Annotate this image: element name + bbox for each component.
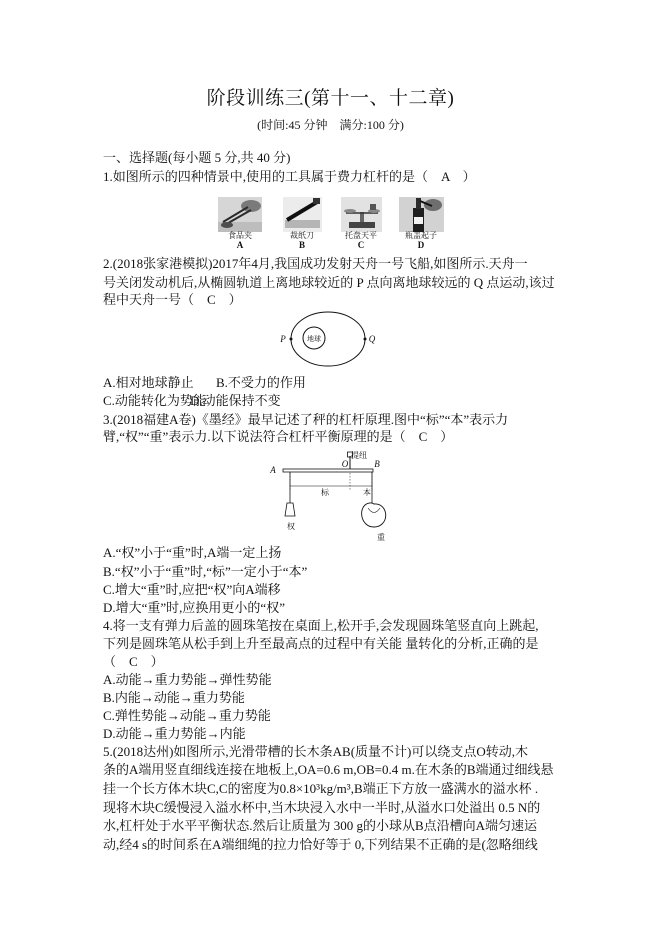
q4-stem-line: 下列是圆珠笔从松手到上升至最高点的过程中有关能 量转化的分析,正确的是: [103, 636, 539, 651]
q5-stem-line: 动,经4 s的时间系在A端细绳的拉力恰好等于 0,下列结果不正确的是(忽略细线: [103, 837, 538, 852]
q2-orbit-figure: [275, 305, 380, 375]
q5-stem-line: 5.(2018达州)如图所示,光滑带槽的长木条AB(质量不计)可以绕支点O转动,木: [103, 744, 529, 759]
section-heading: 一、选择题(每小题 5 分,共 40 分): [103, 150, 291, 165]
q5-stem-line: 水,杠杆处于水平平衡状态.然后让质量为 300 g的小球从B点沿槽向A端匀速运: [103, 818, 538, 833]
orbit-ellipse: [291, 312, 365, 366]
point-p-dot: [290, 338, 293, 341]
q1-label-b: 裁纸刀: [290, 231, 314, 240]
heavy-object-shape: [362, 503, 386, 527]
q1-label-d: 瓶盖起子: [405, 231, 437, 240]
point-q-label: Q: [368, 334, 376, 344]
label-zhong: 重: [377, 533, 385, 542]
q1-figure: [210, 192, 455, 250]
q1-letter-a: A: [236, 240, 244, 250]
q5-stem-line: 现将木块C缓慢浸入溢水杯中,当木块浸入水中一半时,从溢水口处溢出 0.5 N的: [103, 800, 541, 815]
q1-letter-b: B: [298, 240, 306, 250]
q2-option-a: A.相对地球静止: [103, 375, 194, 390]
page-title: 阶段训练三(第十一、十二章): [206, 88, 455, 109]
paper-cutter-photo-icon: [283, 197, 322, 232]
q1-letter-c: C: [357, 240, 365, 250]
q3-option-c: C.增大“重”时,应把“权”向A端移: [103, 582, 281, 597]
earth-label: 地球: [307, 335, 321, 343]
label-ben: 本: [363, 488, 371, 497]
label-tiniu: 提纽: [351, 451, 367, 460]
q5-stem-line: 挂一个长方体木块C,C的密度为0.8×10³kg/m³,B端正下方放一盛满水的溢水杯 .: [103, 781, 539, 796]
q4-option-d: D.动能→重力势能→内能: [103, 726, 246, 741]
point-q-dot: [364, 338, 367, 341]
label-o: O: [341, 459, 349, 469]
page-subtitle: (时间:45 分钟 满分:100 分): [257, 118, 404, 132]
q3-option-b: B.“权”小于“重”时,“标”一定小于“本”: [103, 564, 308, 579]
label-biao: 标: [321, 488, 329, 497]
point-p-label: P: [280, 334, 286, 344]
bottle-opener-photo-icon: [399, 197, 444, 232]
q1-label-a: 食品夹: [228, 231, 252, 240]
q3-option-a: A.“权”小于“重”时,A端一定上扬: [103, 545, 282, 560]
q4-option-a: A.动能→重力势能→弹性势能: [103, 672, 272, 687]
label-b: B: [374, 459, 380, 469]
q1-letter-d: D: [417, 240, 425, 250]
q4-option-c: C.弹性势能→动能→重力势能: [103, 708, 271, 723]
q2-stem-line: 程中天舟一号（ C ）: [103, 292, 242, 307]
q4-stem-line: （ C ）: [103, 654, 164, 669]
q1-stem-line: 1.如图所示的四种情景中,使用的工具属于费力杠杆的是（ A ）: [103, 169, 476, 184]
q2-stem-line: 2.(2018张家港模拟)2017年4月,我国成功发射天舟一号飞船,如图所示.天舟一: [103, 256, 528, 271]
q3-stem-line: 3.(2018福建A卷)《墨经》最早记述了秤的杠杆原理.图中“标”“本”表示力: [103, 412, 509, 427]
tray-balance-photo-icon: [341, 197, 382, 232]
q2-option-b: B.不受力的作用: [216, 375, 306, 390]
q3-option-d: D.增大“重”时,应换用更小的“权”: [103, 600, 285, 615]
label-a: A: [270, 465, 276, 475]
q3-steelyard-figure: [262, 448, 402, 543]
food-tongs-photo-icon: [218, 197, 262, 232]
steelyard-bar: [283, 469, 373, 472]
q2-option-d: D.动能保持不变: [190, 393, 281, 408]
q3-stem-line: 臂,“权”“重”表示力.以下说法符合杠杆平衡原理的是（ C ）: [103, 429, 454, 444]
q5-stem-line: 条的A端用竖直细线连接在地板上,OA=0.6 m,OB=0.4 m.在木条的B端通过细线悬: [103, 762, 554, 777]
q2-option-c: C.动能转化为势能: [103, 393, 206, 408]
q4-option-b: B.内能→动能→重力势能: [103, 690, 245, 705]
label-quan: 权: [287, 522, 295, 531]
counterweight-shape: [285, 503, 295, 516]
q1-label-c: 托盘天平: [345, 231, 377, 240]
q2-stem-line: 号关闭发动机后,从椭圆轨道上离地球较近的 P 点向离地球较远的 Q 点运动,该过: [103, 275, 555, 290]
q4-stem-line: 4.将一支有弹力后盖的圆珠笔按在桌面上,松开手,会发现圆珠笔竖直向上跳起,: [103, 618, 539, 633]
